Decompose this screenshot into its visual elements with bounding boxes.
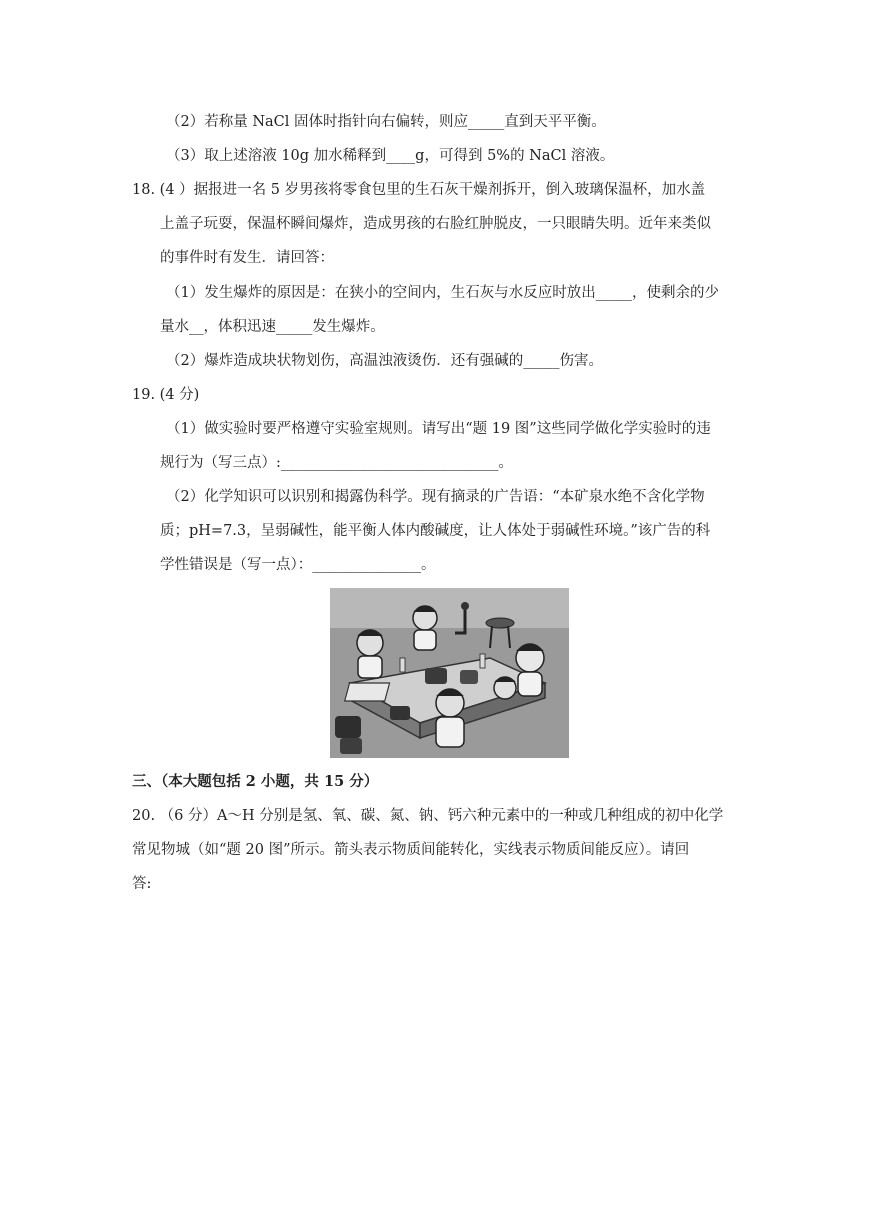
q19-part2-line3: 学性错误是（写一点）：_______________。: [160, 557, 436, 573]
q18-line3: 的事件时有发生．请回答：: [160, 250, 334, 266]
section-3-heading: 三、（本大题包括 2 小题，共 15 分）: [132, 773, 379, 790]
q17-part2: （2）若称量 NaCl 固体时指针向右偏转，则应_____直到天平平衡。: [166, 114, 606, 130]
q19-part1-line2: 规行为（写三点）:______________________________。: [160, 455, 513, 471]
q19-header: 19. (4 分): [132, 387, 200, 403]
q17-part3: （3）取上述溶液 10g 加水稀释到____g，可得到 5%的 NaCl 溶液。: [166, 148, 615, 164]
q18-part2: （2）爆炸造成块状物划伤，高温浊液烫伤．还有强碱的_____伤害。: [166, 353, 603, 369]
q18-line2: 上盖子玩耍，保温杯瞬间爆炸，造成男孩的右脸红肿脱皮，一只眼睛失明。近年来类似: [160, 216, 711, 232]
classroom-lab-illustration-icon: [330, 588, 569, 758]
q20-line3: 答:: [132, 876, 152, 892]
q18-line1: 18. (4 ）据报进一名 5 岁男孩将零食包里的生石灰干燥剂拆开，倒入玻璃保温杯，加水盖: [132, 182, 706, 198]
q20-line1: 20. （6 分）A～H 分别是氢、氧、碳、氮、钠、钙六种元素中的一种或几种组成的初中化学: [132, 808, 724, 824]
q19-part1-line1: （1）做实验时要严格遵守实验室规则。请写出“题 19 图”这些同学做化学实验时的违: [166, 421, 711, 437]
q18-part1-line1: （1）发生爆炸的原因是：在狭小的空间内，生石灰与水反应时放出_____，使剩余的少: [166, 285, 719, 301]
q18-part1-line2: 量水__，体积迅速_____发生爆炸。: [160, 319, 385, 335]
q19-part2-line2: 质；pH=7.3，呈弱碱性，能平衡人体内酸碱度，让人体处于弱碱性环境。”该广告的科: [160, 523, 711, 539]
q19-part2-line1: （2）化学知识可以识别和揭露伪科学。现有摘录的广告语：“本矿泉水绝不含化学物: [166, 489, 705, 505]
q20-line2: 常见物城（如“题 20 图”所示。箭头表示物质间能转化，实线表示物质间能反应）。请回: [132, 842, 690, 858]
